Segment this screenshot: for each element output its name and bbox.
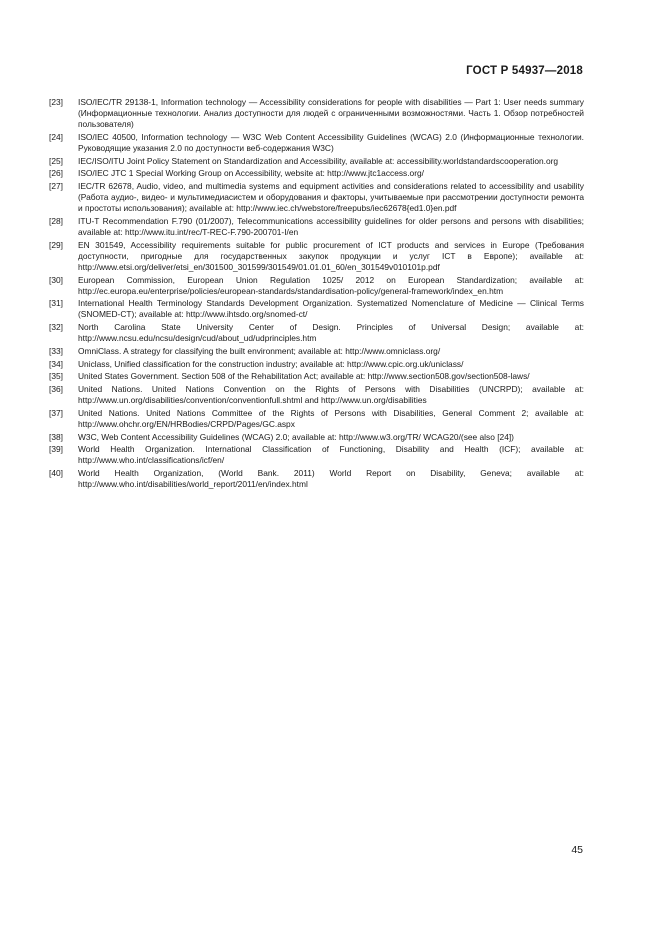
bibliography-entry [49,181,584,214]
bibliography-entry-number: [31] [49,298,63,309]
bibliography-entry-number: [27] [49,181,63,192]
bibliography-entry [49,298,584,320]
bibliography-entry [49,384,584,406]
bibliography-entry-text: W3C, Web Content Accessibility Guidelines (WCAG) 2.0; available at: http://www.w3.org/TR/ WCAG20/(see also [24]) [78,431,514,442]
bibliography-entry-text: European Commission, European Union Regulation 1025/ 2012 on European Standardization; available at: http://ec.europa.eu/enterprise/policies/european-standards/standardisation-policy/general-framework/index_en.htm [78,274,584,296]
bibliography-list [49,97,584,492]
bibliography-entry [49,444,584,466]
bibliography-entry-number: [34] [49,358,63,369]
bibliography-entry-number: [24] [49,131,63,142]
bibliography-entry-number: [36] [49,383,63,394]
bibliography-entry-number: [28] [49,215,63,226]
bibliography-entry-text: North Carolina State University Center of Design. Principles of Universal Design; available at: http://www.ncsu.edu/ncsu/design/cud/about_ud/udprinciples.htm [78,322,584,344]
bibliography-entry-text: ISO/IEC JTC 1 Special Working Group on Accessibility, website at: http://www.jtc1access.org/ [78,168,424,179]
bibliography-entry [49,97,584,130]
bibliography-entry-number: [37] [49,407,63,418]
bibliography-entry-number: [38] [49,431,63,442]
bibliography-entry-number: [25] [49,155,63,166]
bibliography-entry [49,156,584,167]
bibliography-entry [49,322,584,344]
bibliography-entry [49,359,584,370]
bibliography-entry-text: IEC/TR 62678, Audio, video, and multimedia systems and equipment activities and considerations related to accessibility and usability (Работа аудио-, видео- и мультимедиасистем и оборудования и факторы, учитываемые при рассмотрении доступности ремонта и простоты использования); available at: http://www.iec.ch/webstore/freepubs/iec62678{ed1.0}en.pdf [78,181,584,214]
bibliography-entry-text: World Health Organization, (World Bank. 2011) World Report on Disability, Geneva; available at: http://www.who.int/disabilities/world_report/2011/en/index.html [78,468,584,490]
bibliography-entry-number: [39] [49,444,63,455]
bibliography-entry [49,371,584,382]
bibliography-entry-number: [35] [49,371,63,382]
bibliography-entry-text: EN 301549, Accessibility requirements suitable for public procurement of ICT products and services in Europe (Требования доступности, пригодные для государственных закупок продукции и услуг ICT в Европе); available at: http://www.etsi.org/deliver/etsi_en/301500_301599/301549/01.01.01_60/en_301549v010101p.pdf [78,239,584,272]
bibliography-entry [49,432,584,443]
bibliography-entry-number: [29] [49,239,63,250]
bibliography-entry-text: International Health Terminology Standards Development Organization. Systematized Nomenclature of Medicine — Clinical Terms (SNOMED-CT); available at: http://www.ihtsdo.org/snomed-ct/ [78,298,584,320]
bibliography-entry-text: IEC/ISO/ITU Joint Policy Statement on Standardization and Accessibility, available at: accessibility.worldstandardscooperation.org [78,155,559,166]
bibliography-entry [49,346,584,357]
bibliography-entry-number: [40] [49,468,63,478]
bibliography-entry-number: [32] [49,322,63,333]
bibliography-entry-text: ITU-T Recommendation F.790 (01/2007), Telecommunications accessibility guidelines for older persons and persons with disabilities; available at: http://www.itu.int/rec/T-REC-F.790-200701-I/en [78,215,584,237]
page-number: 45 [571,844,583,856]
bibliography-entry-number: [30] [49,274,63,285]
bibliography-entry [49,275,584,297]
bibliography-entry-text: ISO/IEC/TR 29138-1, Information technology — Accessibility considerations for people with disabilities — Part 1: User needs summary (Информационные технологии. Анализ доступности для людей с ограниченными возможностями. Часть 1. Обзор потребностей пользователя) [78,97,584,130]
bibliography-entry [49,132,584,154]
bibliography-entry [49,168,584,179]
bibliography-entry-number: [23] [49,97,63,107]
bibliography-entry-text: United States Government. Section 508 of the Rehabilitation Act; available at: http://www.section508.gov/section508-laws/ [78,371,530,382]
bibliography-entry-text: World Health Organization. International Classification of Functioning, Disability and Health (ICF); available at: http://www.who.int/classifications/icf/en/ [78,444,584,466]
bibliography-entry-text: OmniClass. A strategy for classifying the built environment; available at: http://www.omniclass.org/ [78,345,441,356]
bibliography-entry-number: [26] [49,168,63,179]
bibliography-entry-number: [33] [49,345,63,356]
bibliography-entry [49,216,584,238]
page-header-standard-id: ГОСТ Р 54937—2018 [466,65,583,77]
bibliography-entry-text: ISO/IEC 40500, Information technology — W3C Web Content Accessibility Guidelines (WCAG) 2.0 (Информационные технологии. Руководящие указания 2.0 по доступности веб-содержания W3C) [78,131,584,153]
bibliography-entry-text: United Nations. United Nations Convention on the Rights of Persons with Disabilities (UNCRPD); available at: http://www.un.org/disabilities/convention/conventionfull.shtml and http://www.un.org/disabilities [78,383,584,406]
bibliography-entry-text: United Nations. United Nations Committee of the Rights of Persons with Disabilities, General Comment 2; available at: http://www.ohchr.org/EN/HRBodies/CRPD/Pages/GC.aspx [78,407,584,429]
bibliography-entry-text: Uniclass, Unified classification for the construction industry; available at: http://www.cpic.org.uk/uniclass/ [78,358,464,369]
bibliography-entry [49,408,584,430]
bibliography-entry [49,240,584,273]
bibliography-entry [49,468,584,490]
